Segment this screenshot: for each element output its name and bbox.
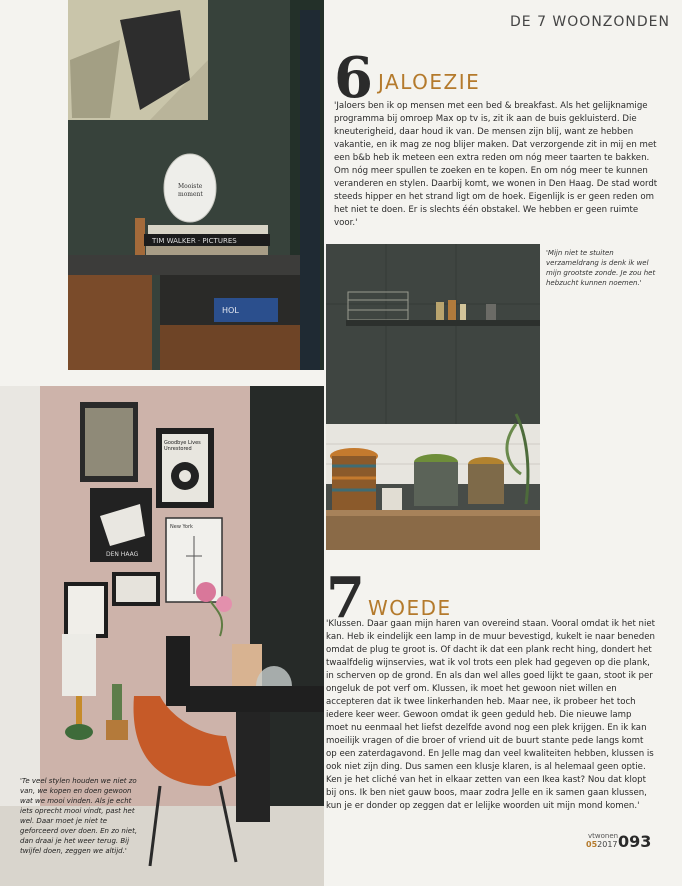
- sin-6-title: JALOEZIE: [378, 70, 481, 94]
- footer-magazine: [588, 832, 618, 840]
- sin-6-body: 'Jaloers ben ik op mensen met een bed & breakfast. Als het gelijknamige programma bij omroep Max op tv is, zit ik aan de buis gekluisterd. Die kneuterigheid, daar houd ik van. De mensen zijn blij, want ze hebben vakantie, en ik mag ze nog blijer maken. Dat verzorgende zit in mij en met een b&b heb ik meteen een extra reden om nóg meer taarten te bakken. Om nóg meer spullen te zoeken en te kopen. En om nóg meer te kunnen veranderen en stylen. Daarbij komt, we wonen in Den Haag. De stad wordt steeds hipper en het strand ligt om de hoek. Eigenlijk is er geen reden om het niet te doen. Er is slechts één obstakel. We hebben er geen ruimte voor.': [334, 101, 658, 228]
- photo-bowls-workbench: [326, 244, 540, 550]
- svg-text:Unrestored: Unrestored: [164, 446, 192, 452]
- issue-year: 2017: [597, 840, 618, 849]
- sin-7-body: 'Klussen. Daar gaan mijn haren van overeind staan. Vooral omdat ik het niet kan. Heb ik eindelijk een lamp in de muur bevestigd, kukelt ie naar beneden omdat de plug te groot is. Of dacht ik dat een plank recht hing, dondert het twaalfdelig wijnservies, wat ik vol trots een plek had gegeven op die plank, in scherven op de grond. En als dan wel alles goed lijkt te gaan, stoot ik per ongeluk de pot verf om. Klussen, ik moet het gewoon niet willen en accepteren dat ik twee linkerhanden heb. Maar nee, ik probeer het toch iedere keer weer. Gewoon omdat ik geen geduld heb. Die nieuwe lamp moet nu eenmaal het liefst dezelfde avond nog een plek krijgen. En ik kan moeilijk vragen of die broer of vriend uit de buurt stante pede langs komt op een zaterdagavond. En Jelle mag dan veel kwaliteiten hebben, klussen is ook niet zijn ding. Dus samen een klusje klaren, is al helemaal geen optie. Ken je het cliché van het in elkaar zetten van een Ikea kast? Nou dat klopt bij ons. Ik ben niet gauw boos, maar zodra Jelle en ik samen gaan klussen, kun je er donder op zeggen dat er lelijke woorden uit mijn mond komen.': [326, 619, 656, 811]
- sin-7-number: 7: [326, 565, 365, 631]
- page-number: 093: [618, 832, 652, 851]
- plate-text: Mooiste: [178, 183, 203, 190]
- svg-text:New York: New York: [170, 524, 193, 530]
- svg-text:HOL: HOL: [222, 306, 239, 315]
- magazine-name: vtwonen: [588, 832, 619, 840]
- photo-shelf-books: [0, 0, 324, 370]
- section-title: DE 7 WOONZONDEN: [510, 14, 670, 30]
- caption-room: 'Te veel stylen houden we niet zo van, we kopen en doen gewoon wat we mooi vinden. Als je echt iets oprecht mooi vindt, past het wel. Daar moet je niet te geforceerd over doen. En zo niet, dan draai je het weer terug. Bij twijfel doen, zeggen we altijd.': [20, 777, 138, 855]
- caption-shelf: 'Mijn niet te stuiten verzameldrang is denk ik wel mijn grootste zonde. Je zou het hebzucht kunnen noemen.': [546, 249, 656, 287]
- footer-issue: [586, 840, 618, 849]
- sin-7-title: WOEDE: [368, 596, 452, 620]
- issue-number: 05: [586, 840, 598, 849]
- sin-6-number: 6: [334, 45, 373, 111]
- svg-text:DEN HAAG: DEN HAAG: [106, 551, 139, 558]
- svg-text:moment: moment: [178, 191, 203, 198]
- svg-text:Goodbye Lives: Goodbye Lives: [164, 440, 201, 446]
- svg-text:TIM WALKER · PICTURES: TIM WALKER · PICTURES: [152, 237, 237, 245]
